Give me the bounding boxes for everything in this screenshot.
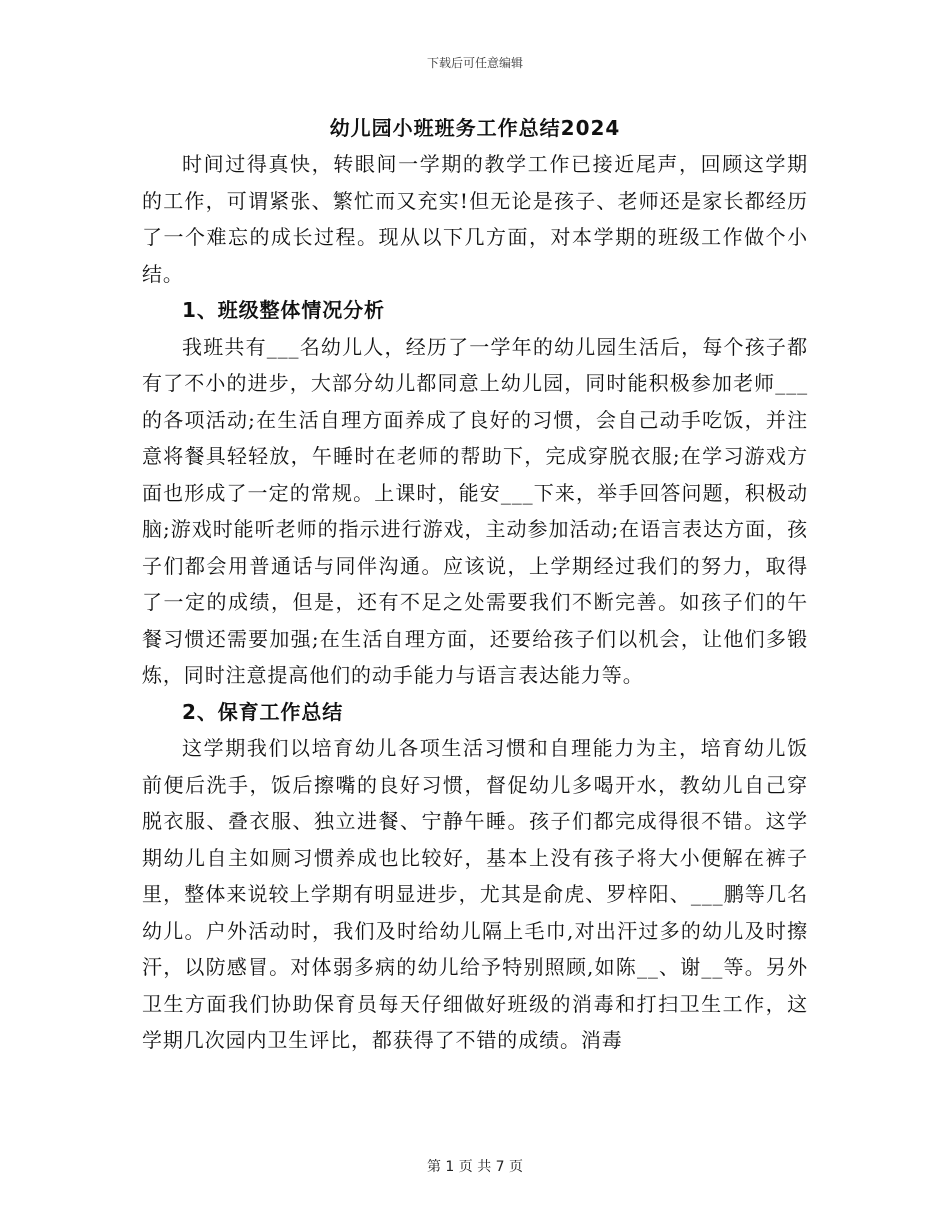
section-2-paragraph: 这学期我们以培育幼儿各项生活习惯和自理能力为主，培育幼儿饭前便后洗手，饭后擦嘴的良好习惯，督促幼儿多喝开水，教幼儿自己穿脱衣服、叠衣服、独立进餐、宁静午睡。孩子们都完成得很不错。这学期幼儿自主如厕习惯养成也比较好，基本上没有孩子将大小便解在裤子里，整体来说较上学期有明显进步，尤其是俞虎、罗梓阳、___鹏等几名幼儿。户外活动时，我们及时给幼儿隔上毛巾,对出汗过多的幼儿及时擦汗，以防感冒。对体弱多病的幼儿给予特别照顾,如陈__、谢__等。另外卫生方面我们协助保育员每天仔细做好班级的消毒和打扫卫生工作，这学期几次园内卫生评比，都获得了不错的成绩。消毒: [142, 736, 808, 1052]
section-1-paragraph: 我班共有___名幼儿人，经历了一学年的幼儿园生活后，每个孩子都有了不小的进步，大部分幼儿都同意上幼儿园，同时能积极参加老师___的各项活动;在生活自理方面养成了良好的习惯，会自己动手吃饭，并注意将餐具轻轻放，午睡时在老师的帮助下，完成穿脱衣服;在学习游戏方面也形成了一定的常规。上课时，能安___下来，举手回答问题，积极动脑;游戏时能听老师的指示进行游戏，主动参加活动;在语言表达方面，孩子们都会用普通话与同伴沟通。应该说，上学期经过我们的努力，取得了一定的成绩，但是，还有不足之处需要我们不断完善。如孩子们的午餐习惯还需要加强;在生活自理方面，还要给孩子们以机会，让他们多锻炼，同时注意提高他们的动手能力与语言表达能力等。: [142, 334, 808, 687]
page-footer: 第 1 页 共 7 页: [426, 1159, 524, 1175]
header-note: 下载后可任意编辑: [426, 56, 523, 70]
section-1-heading: 1、班级整体情况分析: [182, 298, 385, 322]
document-title: 幼儿园小班班务工作总结2024: [329, 116, 621, 140]
section-2-heading: 2、保育工作总结: [182, 699, 344, 724]
document-body: [142, 146, 808, 1059]
intro-paragraph: 时间过得真快，转眼间一学期的教学工作已接近尾声，回顾这学期的工作，可谓紧张、繁忙而又充实!但无论是孩子、老师还是家长都经历了一个难忘的成长过程。现从以下几方面，对本学期的班级工作做个小结。: [142, 152, 808, 286]
